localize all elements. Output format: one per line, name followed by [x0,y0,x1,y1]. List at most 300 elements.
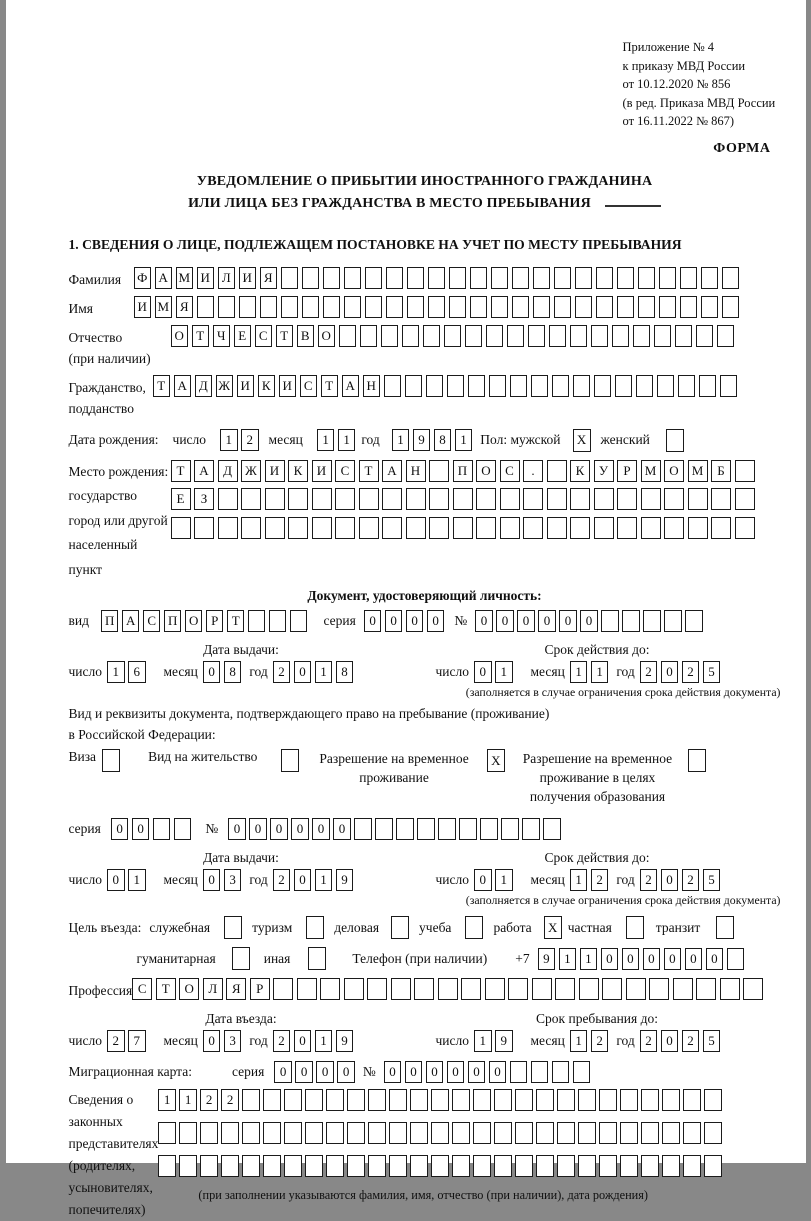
char-cell[interactable] [367,978,387,1000]
char-cell[interactable]: 1 [591,661,609,683]
char-cell[interactable]: 0 [295,1061,313,1083]
char-cell[interactable] [320,978,340,1000]
char-cell[interactable]: 0 [312,818,330,840]
char-cell[interactable]: 2 [273,1030,291,1052]
char-cell[interactable]: 1 [455,429,473,451]
char-cell[interactable] [727,948,745,970]
char-cell[interactable] [643,610,661,632]
char-cell[interactable] [722,267,740,289]
char-cell[interactable]: 8 [434,429,452,451]
char-cell[interactable] [461,978,481,1000]
char-cell[interactable]: 3 [224,1030,242,1052]
char-cell[interactable]: О [185,610,203,632]
char-cell[interactable] [662,1155,680,1177]
char-cell[interactable]: Т [276,325,294,347]
char-cell[interactable]: 0 [337,1061,355,1083]
char-cell[interactable] [735,488,755,510]
char-cell[interactable] [218,296,236,318]
char-cell[interactable]: 0 [384,1061,402,1083]
char-cell[interactable]: 0 [622,948,640,970]
char-cell[interactable] [381,325,399,347]
char-cell[interactable] [405,375,423,397]
char-cell[interactable]: 0 [333,818,351,840]
char-cell[interactable] [596,267,614,289]
char-cell[interactable]: 0 [274,1061,292,1083]
char-cell[interactable] [638,267,656,289]
char-cell[interactable]: 0 [559,610,577,632]
char-cell[interactable] [410,1155,428,1177]
char-cell[interactable] [500,517,520,539]
char-cell[interactable]: 0 [406,610,424,632]
char-cell[interactable] [242,1089,260,1111]
char-cell[interactable] [239,296,257,318]
checkbox-cell[interactable] [224,916,242,939]
checkbox-cell[interactable] [232,947,250,970]
char-cell[interactable] [599,1122,617,1144]
char-cell[interactable] [494,1089,512,1111]
char-cell[interactable] [523,517,543,539]
char-cell[interactable] [344,267,362,289]
char-cell[interactable] [260,296,278,318]
char-cell[interactable] [470,267,488,289]
char-cell[interactable]: А [342,375,360,397]
char-cell[interactable]: С [500,460,520,482]
char-cell[interactable] [326,1155,344,1177]
char-cell[interactable]: 2 [640,869,658,891]
char-cell[interactable]: С [300,375,318,397]
char-cell[interactable] [290,610,308,632]
char-cell[interactable] [194,517,214,539]
char-cell[interactable] [302,267,320,289]
char-cell[interactable] [664,517,684,539]
char-cell[interactable] [678,375,696,397]
char-cell[interactable]: Т [321,375,339,397]
char-cell[interactable]: 1 [128,869,146,891]
char-cell[interactable] [452,1089,470,1111]
char-cell[interactable] [573,375,591,397]
char-cell[interactable]: 1 [570,661,588,683]
char-cell[interactable] [743,978,763,1000]
char-cell[interactable] [323,296,341,318]
char-cell[interactable] [554,267,572,289]
char-cell[interactable] [302,296,320,318]
char-cell[interactable] [680,267,698,289]
char-cell[interactable]: И [134,296,152,318]
char-cell[interactable] [680,296,698,318]
char-cell[interactable] [171,517,191,539]
char-cell[interactable] [465,325,483,347]
char-cell[interactable] [241,517,261,539]
char-cell[interactable] [218,488,238,510]
char-cell[interactable]: Я [226,978,246,1000]
char-cell[interactable] [491,267,509,289]
char-cell[interactable] [242,1122,260,1144]
char-cell[interactable] [407,296,425,318]
char-cell[interactable]: Ф [134,267,152,289]
char-cell[interactable] [512,267,530,289]
char-cell[interactable]: 1 [158,1089,176,1111]
char-cell[interactable] [549,325,567,347]
char-cell[interactable] [523,488,543,510]
char-cell[interactable]: 0 [643,948,661,970]
char-cell[interactable] [578,1122,596,1144]
char-cell[interactable] [617,296,635,318]
char-cell[interactable] [263,1155,281,1177]
char-cell[interactable]: 2 [640,1030,658,1052]
char-cell[interactable]: Т [227,610,245,632]
char-cell[interactable] [452,1122,470,1144]
char-cell[interactable]: С [335,460,355,482]
char-cell[interactable]: И [279,375,297,397]
char-cell[interactable] [555,978,575,1000]
char-cell[interactable] [683,1089,701,1111]
char-cell[interactable] [536,1122,554,1144]
char-cell[interactable] [447,375,465,397]
char-cell[interactable] [473,1155,491,1177]
char-cell[interactable] [552,1061,570,1083]
char-cell[interactable] [368,1089,386,1111]
char-cell[interactable]: 0 [661,1030,679,1052]
char-cell[interactable] [575,267,593,289]
char-cell[interactable]: 2 [273,869,291,891]
char-cell[interactable] [453,488,473,510]
char-cell[interactable] [573,1061,591,1083]
char-cell[interactable]: 1 [220,429,238,451]
char-cell[interactable] [641,1089,659,1111]
checkbox-cell[interactable] [688,749,706,772]
char-cell[interactable] [512,296,530,318]
char-cell[interactable]: 2 [682,869,700,891]
char-cell[interactable] [197,296,215,318]
char-cell[interactable]: Л [203,978,223,1000]
char-cell[interactable]: 0 [706,948,724,970]
char-cell[interactable] [722,296,740,318]
char-cell[interactable] [389,1122,407,1144]
char-cell[interactable]: 1 [495,661,513,683]
char-cell[interactable]: Н [363,375,381,397]
char-cell[interactable]: 1 [570,1030,588,1052]
char-cell[interactable] [615,375,633,397]
char-cell[interactable] [347,1122,365,1144]
char-cell[interactable] [288,488,308,510]
char-cell[interactable]: 7 [128,1030,146,1052]
char-cell[interactable]: 0 [661,869,679,891]
char-cell[interactable]: 0 [538,610,556,632]
char-cell[interactable]: Е [171,488,191,510]
char-cell[interactable] [344,296,362,318]
char-cell[interactable] [242,1155,260,1177]
char-cell[interactable] [602,978,622,1000]
char-cell[interactable] [532,978,552,1000]
char-cell[interactable] [664,488,684,510]
char-cell[interactable] [688,517,708,539]
char-cell[interactable] [281,267,299,289]
char-cell[interactable] [396,818,414,840]
char-cell[interactable]: 0 [468,1061,486,1083]
checkbox-cell[interactable]: X [487,749,505,772]
char-cell[interactable] [326,1089,344,1111]
char-cell[interactable] [510,375,528,397]
char-cell[interactable]: И [197,267,215,289]
char-cell[interactable] [429,488,449,510]
char-cell[interactable] [339,325,357,347]
char-cell[interactable] [365,296,383,318]
char-cell[interactable] [407,267,425,289]
char-cell[interactable] [508,978,528,1000]
char-cell[interactable] [494,1155,512,1177]
char-cell[interactable]: 5 [703,869,721,891]
char-cell[interactable] [557,1089,575,1111]
char-cell[interactable]: Р [206,610,224,632]
char-cell[interactable] [368,1122,386,1144]
char-cell[interactable] [449,296,467,318]
char-cell[interactable] [617,488,637,510]
char-cell[interactable]: 1 [317,429,335,451]
char-cell[interactable] [284,1122,302,1144]
char-cell[interactable] [305,1122,323,1144]
char-cell[interactable]: 1 [392,429,410,451]
char-cell[interactable]: 1 [107,661,125,683]
char-cell[interactable]: 2 [241,429,259,451]
char-cell[interactable] [683,1155,701,1177]
char-cell[interactable]: З [194,488,214,510]
char-cell[interactable]: 2 [200,1089,218,1111]
char-cell[interactable]: Т [171,460,191,482]
char-cell[interactable]: 0 [427,610,445,632]
char-cell[interactable]: П [453,460,473,482]
char-cell[interactable] [501,818,519,840]
char-cell[interactable] [547,517,567,539]
char-cell[interactable]: О [476,460,496,482]
char-cell[interactable]: Ж [241,460,261,482]
char-cell[interactable] [620,1089,638,1111]
char-cell[interactable]: А [382,460,402,482]
char-cell[interactable] [641,517,661,539]
char-cell[interactable] [696,325,714,347]
char-cell[interactable]: 1 [580,948,598,970]
char-cell[interactable]: 0 [294,1030,312,1052]
char-cell[interactable] [578,1089,596,1111]
char-cell[interactable] [594,375,612,397]
char-cell[interactable]: Д [195,375,213,397]
char-cell[interactable] [453,517,473,539]
char-cell[interactable]: 1 [315,661,333,683]
char-cell[interactable]: А [194,460,214,482]
char-cell[interactable] [431,1122,449,1144]
char-cell[interactable] [491,296,509,318]
char-cell[interactable] [417,818,435,840]
char-cell[interactable] [510,1061,528,1083]
char-cell[interactable] [312,517,332,539]
char-cell[interactable]: М [176,267,194,289]
char-cell[interactable] [297,978,317,1000]
char-cell[interactable] [359,488,379,510]
char-cell[interactable]: 1 [315,1030,333,1052]
char-cell[interactable]: О [664,460,684,482]
char-cell[interactable]: 2 [640,661,658,683]
char-cell[interactable] [221,1155,239,1177]
char-cell[interactable]: А [122,610,140,632]
char-cell[interactable] [452,1155,470,1177]
char-cell[interactable] [429,460,449,482]
char-cell[interactable]: 1 [559,948,577,970]
char-cell[interactable]: О [318,325,336,347]
char-cell[interactable] [531,375,549,397]
checkbox-cell[interactable] [102,749,120,772]
char-cell[interactable] [269,610,287,632]
char-cell[interactable]: . [523,460,543,482]
char-cell[interactable] [360,325,378,347]
char-cell[interactable] [570,488,590,510]
char-cell[interactable] [641,1155,659,1177]
char-cell[interactable] [344,978,364,1000]
char-cell[interactable]: 1 [495,869,513,891]
char-cell[interactable]: 0 [496,610,514,632]
checkbox-cell[interactable] [308,947,326,970]
char-cell[interactable]: 5 [703,661,721,683]
char-cell[interactable] [622,610,640,632]
checkbox-cell[interactable] [391,916,409,939]
char-cell[interactable] [533,296,551,318]
char-cell[interactable] [221,1122,239,1144]
char-cell[interactable]: Т [156,978,176,1000]
char-cell[interactable] [406,488,426,510]
char-cell[interactable]: И [265,460,285,482]
char-cell[interactable] [335,517,355,539]
char-cell[interactable]: 3 [224,869,242,891]
char-cell[interactable]: И [237,375,255,397]
checkbox-cell[interactable] [626,916,644,939]
char-cell[interactable]: 0 [489,1061,507,1083]
char-cell[interactable]: Т [359,460,379,482]
char-cell[interactable] [326,1122,344,1144]
char-cell[interactable] [248,610,266,632]
char-cell[interactable] [428,267,446,289]
char-cell[interactable] [594,517,614,539]
char-cell[interactable]: 1 [570,869,588,891]
char-cell[interactable] [528,325,546,347]
char-cell[interactable] [735,517,755,539]
char-cell[interactable] [179,1122,197,1144]
char-cell[interactable] [386,267,404,289]
char-cell[interactable] [382,488,402,510]
char-cell[interactable] [711,488,731,510]
char-cell[interactable]: А [155,267,173,289]
char-cell[interactable] [720,978,740,1000]
char-cell[interactable] [557,1122,575,1144]
char-cell[interactable] [347,1155,365,1177]
char-cell[interactable] [641,1122,659,1144]
char-cell[interactable]: 0 [405,1061,423,1083]
char-cell[interactable] [384,375,402,397]
char-cell[interactable] [579,978,599,1000]
char-cell[interactable]: 0 [294,869,312,891]
char-cell[interactable] [594,488,614,510]
char-cell[interactable]: 0 [111,818,129,840]
char-cell[interactable] [704,1089,722,1111]
char-cell[interactable]: 2 [682,1030,700,1052]
char-cell[interactable] [389,1089,407,1111]
char-cell[interactable] [428,296,446,318]
char-cell[interactable] [633,325,651,347]
checkbox-cell[interactable] [716,916,734,939]
char-cell[interactable]: 0 [249,818,267,840]
char-cell[interactable]: 0 [316,1061,334,1083]
char-cell[interactable] [158,1155,176,1177]
char-cell[interactable]: 0 [447,1061,465,1083]
char-cell[interactable] [720,375,738,397]
char-cell[interactable] [241,488,261,510]
char-cell[interactable]: 0 [228,818,246,840]
char-cell[interactable] [444,325,462,347]
char-cell[interactable] [536,1155,554,1177]
char-cell[interactable] [599,1089,617,1111]
char-cell[interactable]: У [594,460,614,482]
char-cell[interactable] [659,296,677,318]
char-cell[interactable] [620,1122,638,1144]
char-cell[interactable] [273,978,293,1000]
char-cell[interactable]: 0 [132,818,150,840]
char-cell[interactable]: М [155,296,173,318]
char-cell[interactable] [476,517,496,539]
char-cell[interactable] [473,1122,491,1144]
char-cell[interactable]: 0 [107,869,125,891]
char-cell[interactable] [701,296,719,318]
char-cell[interactable] [570,517,590,539]
char-cell[interactable] [701,267,719,289]
char-cell[interactable] [263,1122,281,1144]
char-cell[interactable] [489,375,507,397]
char-cell[interactable] [664,610,682,632]
char-cell[interactable]: Я [260,267,278,289]
char-cell[interactable]: 0 [474,661,492,683]
char-cell[interactable] [617,517,637,539]
char-cell[interactable] [284,1089,302,1111]
char-cell[interactable]: 0 [475,610,493,632]
char-cell[interactable]: 0 [203,661,221,683]
char-cell[interactable] [617,267,635,289]
char-cell[interactable] [431,1155,449,1177]
char-cell[interactable] [426,375,444,397]
char-cell[interactable]: Т [153,375,171,397]
char-cell[interactable] [347,1089,365,1111]
char-cell[interactable] [601,610,619,632]
char-cell[interactable]: 2 [682,661,700,683]
char-cell[interactable] [468,375,486,397]
char-cell[interactable]: 0 [601,948,619,970]
char-cell[interactable]: О [179,978,199,1000]
char-cell[interactable]: 0 [203,1030,221,1052]
char-cell[interactable]: 9 [336,1030,354,1052]
char-cell[interactable] [649,978,669,1000]
char-cell[interactable] [402,325,420,347]
char-cell[interactable] [641,488,661,510]
char-cell[interactable] [288,517,308,539]
char-cell[interactable] [431,1089,449,1111]
char-cell[interactable]: Р [617,460,637,482]
char-cell[interactable]: 0 [426,1061,444,1083]
char-cell[interactable]: К [570,460,590,482]
char-cell[interactable] [557,1155,575,1177]
char-cell[interactable] [323,267,341,289]
char-cell[interactable]: Н [406,460,426,482]
char-cell[interactable]: 0 [517,610,535,632]
char-cell[interactable] [158,1122,176,1144]
char-cell[interactable]: 9 [495,1030,513,1052]
char-cell[interactable] [543,818,561,840]
checkbox-cell[interactable] [666,429,684,452]
char-cell[interactable] [552,375,570,397]
